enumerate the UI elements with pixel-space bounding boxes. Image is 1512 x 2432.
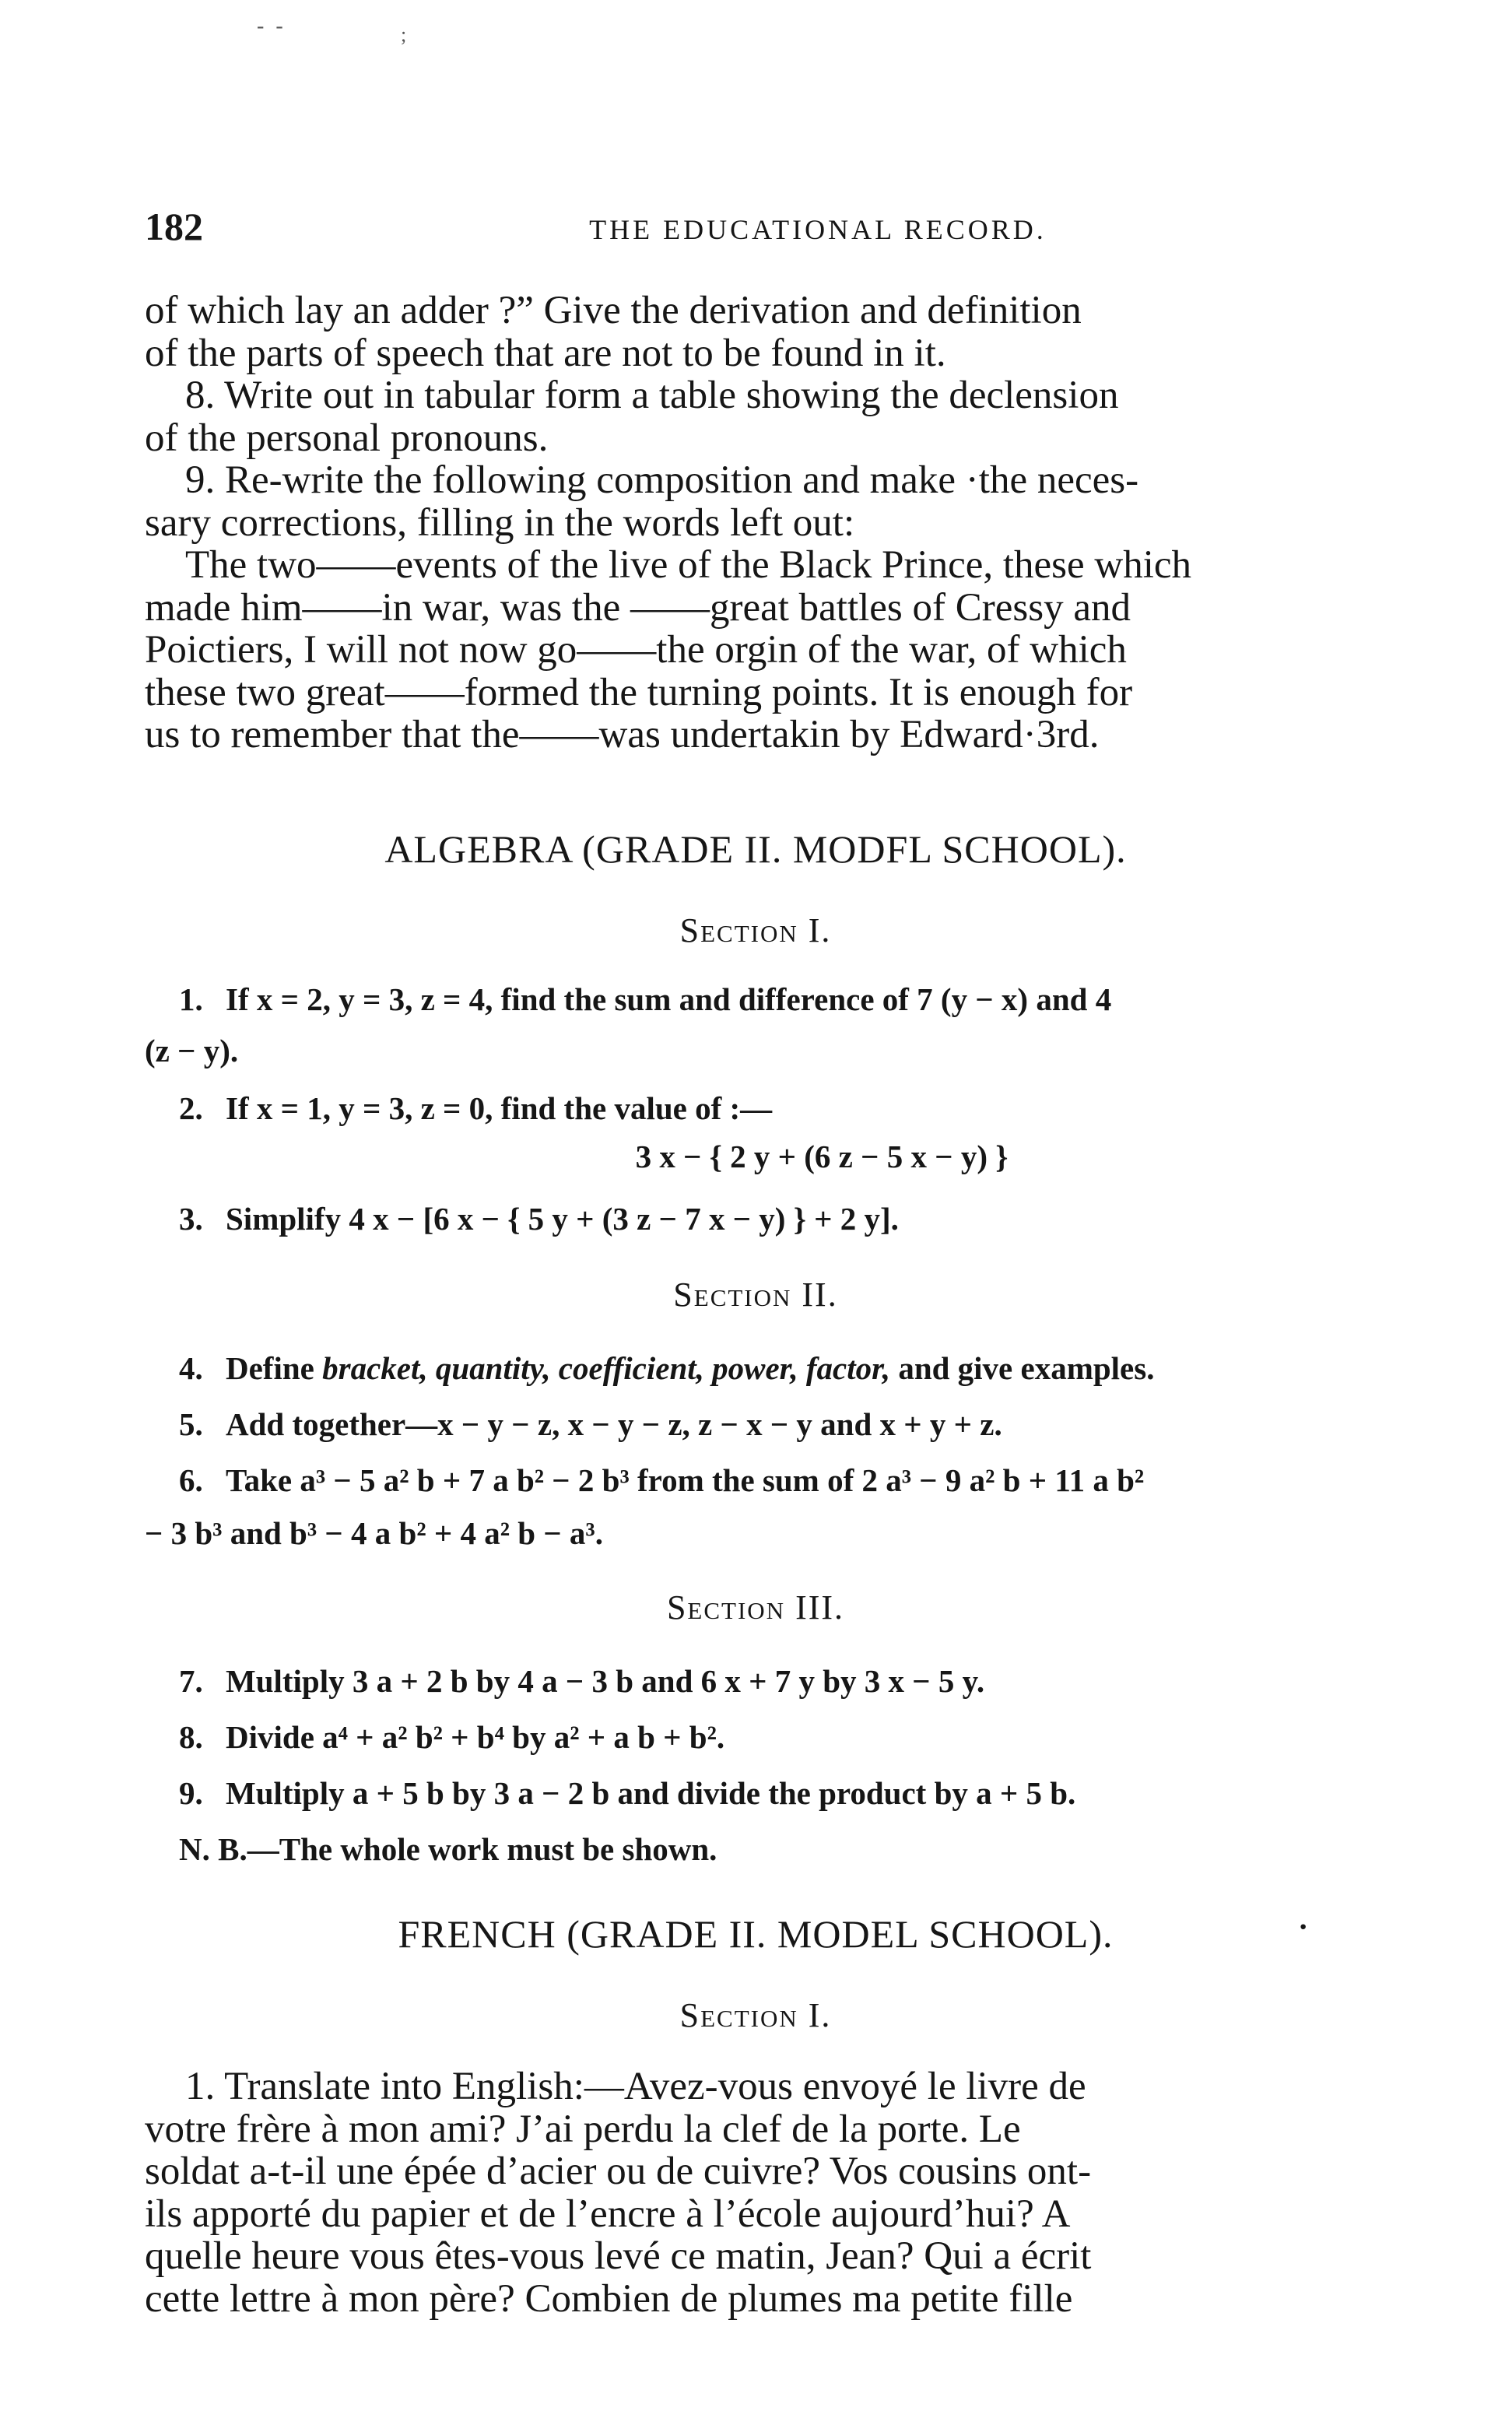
question-text: and give examples. (890, 1350, 1155, 1386)
question-terms: bracket, quantity, coefficient, power, factor, (322, 1350, 891, 1386)
french-question-1 (145, 2065, 1366, 2320)
question-text: Simplify 4 x − [6 x − { 5 y + (3 z − 7 x − y) } + 2 y]. (226, 1201, 899, 1237)
algebra-note (145, 1823, 1366, 1876)
question-text: Take a³ − 5 a² b + 7 a b² − 2 b³ from the sum of 2 a³ − 9 a² b + 11 a b² (226, 1462, 1145, 1498)
question-number: 4. (179, 1350, 203, 1386)
page-number: 182 (145, 205, 203, 248)
question-text: (z − y). (145, 1033, 239, 1069)
algebra-heading: ALGEBRA (GRADE II. MODFL SCHOOL). (384, 827, 1127, 871)
print-speck: · (1298, 1909, 1309, 1944)
question-9: 9. Re-write the following composition and make ·the neces- (185, 458, 1139, 502)
print-speck: - - (257, 14, 286, 38)
question-text: Multiply a + 5 b by 3 a − 2 b and divide the product by a + 5 b. (226, 1775, 1076, 1811)
composition-line: us to remember that the——was undertakin by Edward·3rd. (145, 713, 1100, 756)
text-line: of the personal pronouns. (145, 416, 549, 460)
question-text: If x = 1, y = 3, z = 0, find the value of :— (226, 1090, 773, 1126)
algebra-question-1 (145, 973, 1366, 1026)
question-number: 8. (179, 1719, 203, 1755)
algebra-question-4 (145, 1342, 1366, 1395)
algebra-section-3-heading: Section III. (666, 1588, 845, 1627)
algebra-question-9 (145, 1767, 1366, 1820)
text-line: votre frère à mon ami? J’ai perdu la clef de la porte. Le (145, 2107, 1021, 2151)
composition-line: The two——events of the live of the Black Prince, these which (185, 543, 1192, 587)
page-header (145, 204, 1374, 251)
algebra-question-5 (145, 1398, 1366, 1451)
question-number: 2. (179, 1090, 203, 1126)
composition-line: these two great——formed the turning points. It is enough for (145, 670, 1133, 714)
text-line: 1. Translate into English:—Avez-vous envoyé le livre de (185, 2065, 1086, 2108)
question-text: Multiply 3 a + 2 b by 4 a − 3 b and 6 x + 7 y by 3 x − 5 y. (226, 1663, 985, 1699)
question-text: Divide a⁴ + a² b² + b⁴ by a² + a b + b². (226, 1719, 725, 1755)
running-head: THE EDUCATIONAL RECORD. (589, 214, 1047, 245)
algebra-question-8 (145, 1711, 1366, 1763)
text-line: of the parts of speech that are not to be found in it. (145, 331, 946, 375)
question-number: 1. (179, 981, 203, 1017)
text-line: quelle heure vous êtes-vous levé ce matin, Jean? Qui a écrit (145, 2234, 1092, 2278)
text-line: of which lay an adder ?” Give the derivation and definition (145, 289, 1082, 332)
question-number: 5. (179, 1406, 203, 1442)
question-text: Add together—x − y − z, x − y − z, z − x − y and x + y + z. (226, 1406, 1002, 1442)
question-text: − 3 b³ and b³ − 4 a b² + 4 a² b − a³. (145, 1515, 603, 1551)
algebra-question-1-continued (145, 1024, 1366, 1077)
algebra-question-7 (145, 1655, 1366, 1707)
question-number: 9. (179, 1775, 203, 1811)
grammar-continued (145, 290, 1366, 756)
question-text: Define (226, 1350, 323, 1386)
algebra-section-2-heading: Section II. (673, 1276, 838, 1314)
question-8: 8. Write out in tabular form a table showing the declension (185, 374, 1119, 417)
question-text: If x = 2, y = 3, z = 4, find the sum and difference of 7 (y − x) and 4 (226, 981, 1112, 1017)
algebra-question-6 (145, 1454, 1366, 1507)
note-label: N. B. (179, 1831, 247, 1867)
algebra-question-2 (145, 1082, 1366, 1135)
composition-line: made him——in war, was the ——great battles of Cressy and (145, 585, 1131, 630)
text-line: sary corrections, filling in the words left out: (145, 500, 855, 545)
question-number: 3. (179, 1201, 203, 1237)
algebra-question-2-expression: 3 x − { 2 y + (6 z − 5 x − y) } (635, 1139, 1009, 1174)
composition-line: Poictiers, I will not now go——the orgin of the war, of which (145, 628, 1127, 672)
text-line: ils apporté du papier et de l’encre à l’école aujourd’hui? A (145, 2192, 1071, 2236)
text-line: soldat a-t-il une épée d’acier ou de cuivre? Vos cousins ont- (145, 2149, 1092, 2193)
algebra-question-6-continued (145, 1507, 1366, 1560)
french-heading: FRENCH (GRADE II. MODEL SCHOOL). (398, 1912, 1114, 1956)
note-text: —The whole work must be shown. (247, 1831, 717, 1867)
french-section-1-heading: Section I. (679, 1996, 832, 2034)
algebra-section-1-heading: Section I. (679, 911, 832, 949)
question-number: 7. (179, 1663, 203, 1699)
question-number: 6. (179, 1462, 203, 1498)
print-speck: ; (401, 23, 407, 46)
text-line: cette lettre à mon père? Combien de plumes ma petite fille (145, 2276, 1073, 2321)
algebra-question-3 (145, 1192, 1366, 1245)
